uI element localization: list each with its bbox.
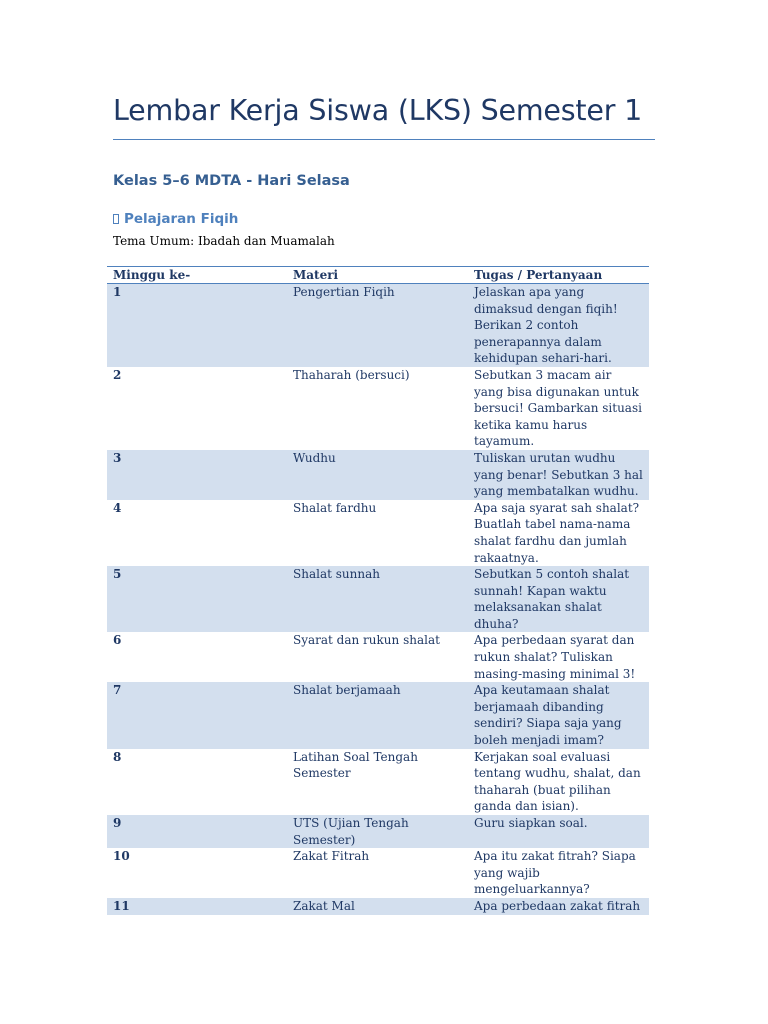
task-cell: Tuliskan urutan wudhu yang benar! Sebutkan 3 hal yang membatalkan wudhu. [468,450,649,500]
lesson-table [107,266,649,915]
table-row [107,682,649,748]
topic-cell: Wudhu [287,450,468,500]
task-cell: Sebutkan 5 contoh shalat sunnah! Kapan waktu melaksanakan shalat dhuha? [468,566,649,632]
table-row [107,367,649,450]
week-cell: 7 [107,682,287,748]
table-row [107,566,649,632]
table-row [107,450,649,500]
topic-cell: Syarat dan rukun shalat [293,633,440,648]
task-cell: Apa keutamaan shalat berjamaah dibanding sendiri? Siapa saja yang boleh menjadi imam? [468,682,649,748]
topic-cell: Latihan Soal Tengah Semester [293,749,418,781]
table-row [107,848,649,898]
table-row [107,632,649,682]
week-cell: 5 [107,566,287,632]
week-cell: 3 [107,450,287,500]
topic-cell: Shalat fardhu [293,500,377,515]
task-cell: Apa itu zakat fitrah? Siapa yang wajib mengeluarkannya? [474,849,636,897]
task-cell: Sebutkan 3 macam air yang bisa digunakan untuk bersuci! Gambarkan situasi ketika kamu harus tayamum. [474,367,642,449]
task-cell: Apa saja syarat sah shalat? Buatlah tabel nama-nama shalat fardhu dan jumlah rakaatnya. [474,500,640,565]
topic-cell: Shalat sunnah [287,566,468,632]
section-heading-label: Pelajaran Fiqih [124,211,239,227]
table-row [107,284,649,367]
table-header-row [107,267,649,284]
week-cell: 11 [107,898,287,915]
task-cell: Guru siapkan soal. [468,815,649,848]
topic-cell: Zakat Fitrah [293,849,370,864]
column-header-topic: Materi [287,267,468,284]
missing-glyph-icon [113,214,119,224]
table-row [107,815,649,848]
topic-cell: Shalat berjamaah [287,682,468,748]
week-cell: 9 [107,815,287,848]
column-header-task: Tugas / Pertanyaan [468,267,649,284]
task-cell: Apa perbedaan syarat dan rukun shalat? Tuliskan masing-masing minimal 3! [474,633,636,681]
table-row [107,500,649,566]
table-row [107,749,649,815]
theme-line: Tema Umum: Ibadah dan Muamalah [113,234,335,248]
week-cell: 6 [113,633,122,648]
topic-cell: Zakat Mal [287,898,468,915]
title-underline [113,139,655,140]
week-cell: 10 [113,849,130,864]
task-cell: Kerjakan soal evaluasi tentang wudhu, shalat, dan thaharah (buat pilihan ganda dan isian). [474,749,641,814]
column-header-week: Minggu ke- [107,267,287,284]
topic-cell: Pengertian Fiqih [287,284,468,367]
class-subtitle: Kelas 5–6 MDTA - Hari Selasa [113,173,350,189]
section-heading [113,211,238,227]
week-cell: 4 [113,500,122,515]
week-cell: 8 [113,749,122,764]
topic-cell: UTS (Ujian Tengah Semester) [287,815,468,848]
topic-cell: Thaharah (bersuci) [293,367,410,382]
table-row [107,898,649,915]
task-cell: Jelaskan apa yang dimaksud dengan fiqih! Berikan 2 contoh penerapannya dalam kehidupan sehari-hari. [468,284,649,367]
task-cell: Apa perbedaan zakat fitrah [468,898,649,915]
week-cell: 1 [107,284,287,367]
week-cell: 2 [113,367,122,382]
document-title: Lembar Kerja Siswa (LKS) Semester 1 [113,94,643,127]
